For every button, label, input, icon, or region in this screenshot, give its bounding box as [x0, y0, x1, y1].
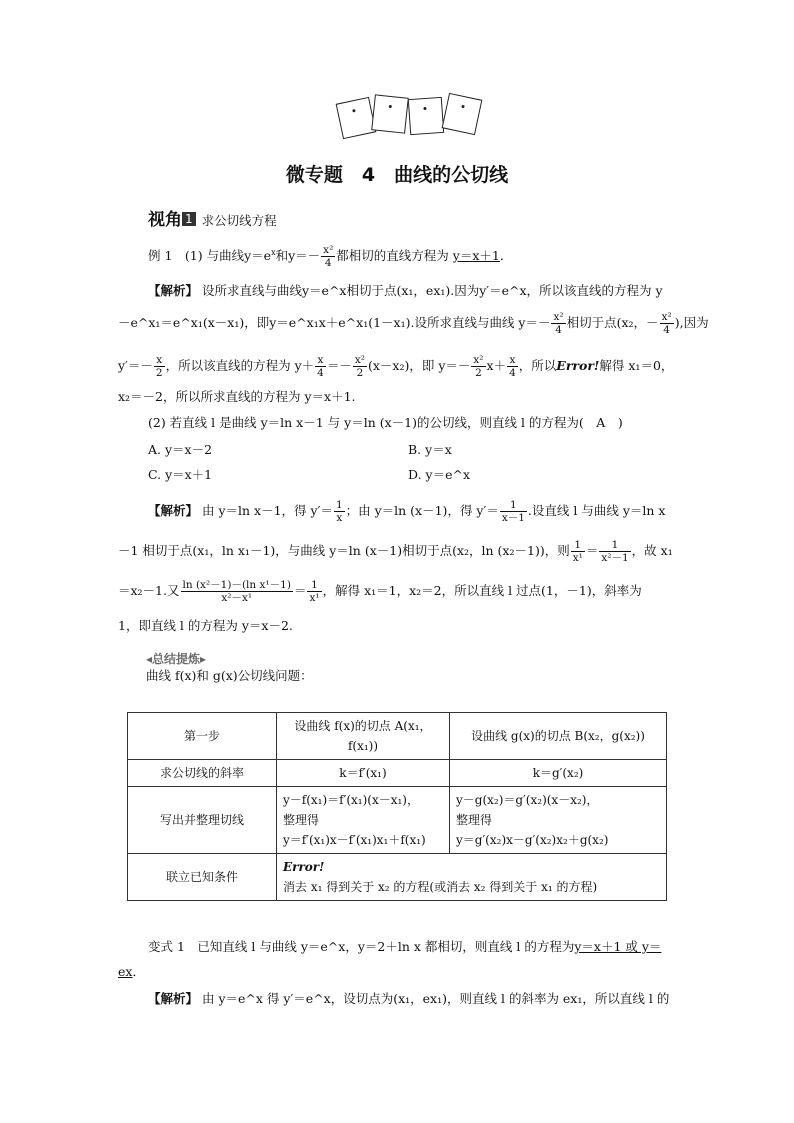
table-row: 写出并整理切线 y－f(x₁)＝f′(x₁)(x－x₁)， 整理得 y＝f′(x₁)x－f′(x₁)x₁＋f(x₁) y－g(x₂)＝g′(x₂)(x－x₂)， 整理得 y＝g′(x₂)x－g′(x₂)x₂＋g(x₂) [128, 787, 667, 854]
table-row: 第一步 设曲线 f(x)的切点 A(x₁，f(x₁)) 设曲线 g(x)的切点 B(x₂，g(x₂)) [128, 713, 667, 760]
section-heading [148, 205, 277, 230]
summary-table [127, 712, 667, 901]
logo-card [442, 93, 483, 135]
example1-question: 例 1 (1) 与曲线$y=e^x$和y＝－ $\frac{\text{x²}}{4}$ 都相切的直线方程为 y＝x＋1． [148, 244, 513, 270]
example1-solution-line2: －e^x₁＝e^x₁(x－x₁)，即y＝e^x₁x＋e^x₁(1－x₁).设所求直线与曲线 y＝－ $\frac{\text{x²}}{4}$ 相切于点(x₂，－ $\frac{\text{x²}}{4}$ ),因为 [118, 311, 709, 336]
example1-part2-solution-line1: 【解析】 由 y＝ln x－1，得 y′＝ $\frac{1}{x}$ ；由 y＝ln (x－1)，得 y′＝ $\frac{1}{x-1}$ .设直线 l 与曲线 y＝ln x [148, 499, 666, 524]
option-b: B. y＝x [408, 442, 452, 457]
logo-card [336, 97, 377, 139]
example1-part2-solution-line3: ＝x₂－1.又 $\frac{\text{ln (x²－1)－(ln x¹－1)}}{\text{x²－x¹}}$ ＝ $\frac{1}{\text{x¹}}$ ，解得 x₁＝1，x₂＝2，所以直线 l 过点(1，－1)，斜率为 [118, 579, 642, 604]
variant1-question: 变式 1 已知直线 l 与曲线 y＝e^x，y＝2＋ln x 都相切，则直线 l 的方程为y＝x＋1 或 y＝ [148, 939, 662, 954]
table-row: 求公切线的斜率 k＝f′(x₁) k＝g′(x₂) [128, 760, 667, 787]
example1-answer: y＝x＋1 [452, 248, 500, 264]
variant1-solution: 【解析】 由 y＝e^x 得 y′＝e^x，设切点为(x₁，ex₁)，则直线 l 的斜率为 ex₁，所以直线 l 的 [148, 991, 670, 1006]
summary-intro: 曲线 f(x)和 g(x)公切线问题： [146, 668, 313, 683]
header-logo [333, 92, 493, 152]
example1-part2-solution-line2: －1 相切于点(x₁，ln x₁－1)，与曲线 y＝ln (x－1)相切于点(x₂，ln (x₂－1))，则 $\frac{1}{\text{x¹}}$ ＝ $\frac{1}{\text{x²－1}}$ ，故 x₁ [118, 539, 673, 564]
logo-card [408, 97, 444, 135]
table-row: 联立已知条件 Error! 消去 x₁ 得到关于 x₂ 的方程(或消去 x₂ 得到关于 x₁ 的方程) [128, 854, 667, 901]
summary-tag: ◂总结提炼▸ [146, 652, 207, 666]
section-tag: 视角 [148, 210, 182, 230]
option-c: C. y＝x＋1 [148, 467, 213, 482]
example1-solution-line4: x₂＝－2，所以所求直线的方程为 y＝x＋1. [118, 389, 356, 404]
example1-solution-line3: y′＝－ $\frac{x}{2}$ ，所以该直线的方程为 y＋ $\frac{x}{4}$ ＝－ $\frac{\text{x²}}{2}$ (x－x₂)，即 y＝－ $\frac{\text{x²}}{2}$ x＋ $\frac{x}{4}$ ，所以Error!解得 x₁＝0， [118, 354, 674, 379]
logo-card [371, 94, 409, 133]
section-number-badge: 1 [182, 212, 196, 226]
variant1-answer: y＝x＋1 或 y＝ [574, 939, 662, 954]
example1-part2-solution-line4: 1，即直线 l 的方程为 y＝x－2. [118, 618, 293, 633]
example1-part2-question: (2) 若直线 l 是曲线 y＝ln x－1 与 y＝ln (x－1)的公切线，则直线 l 的方程为( A ) [148, 415, 623, 430]
option-a: A. y＝x－2 [148, 442, 213, 457]
page-title: 微专题 4 曲线的公切线 [285, 164, 509, 186]
section-title: 求公切线方程 [201, 213, 277, 228]
option-d: D. y＝e^x [408, 467, 471, 482]
example1-solution-line1: 【解析】 设所求直线与曲线y＝e^x相切于点(x₁，ex₁).因为y′＝e^x，所以该直线的方程为 y [148, 283, 663, 298]
variant1-question-cont: ex． [118, 964, 145, 979]
solution-label: 【解析】 [148, 283, 199, 298]
